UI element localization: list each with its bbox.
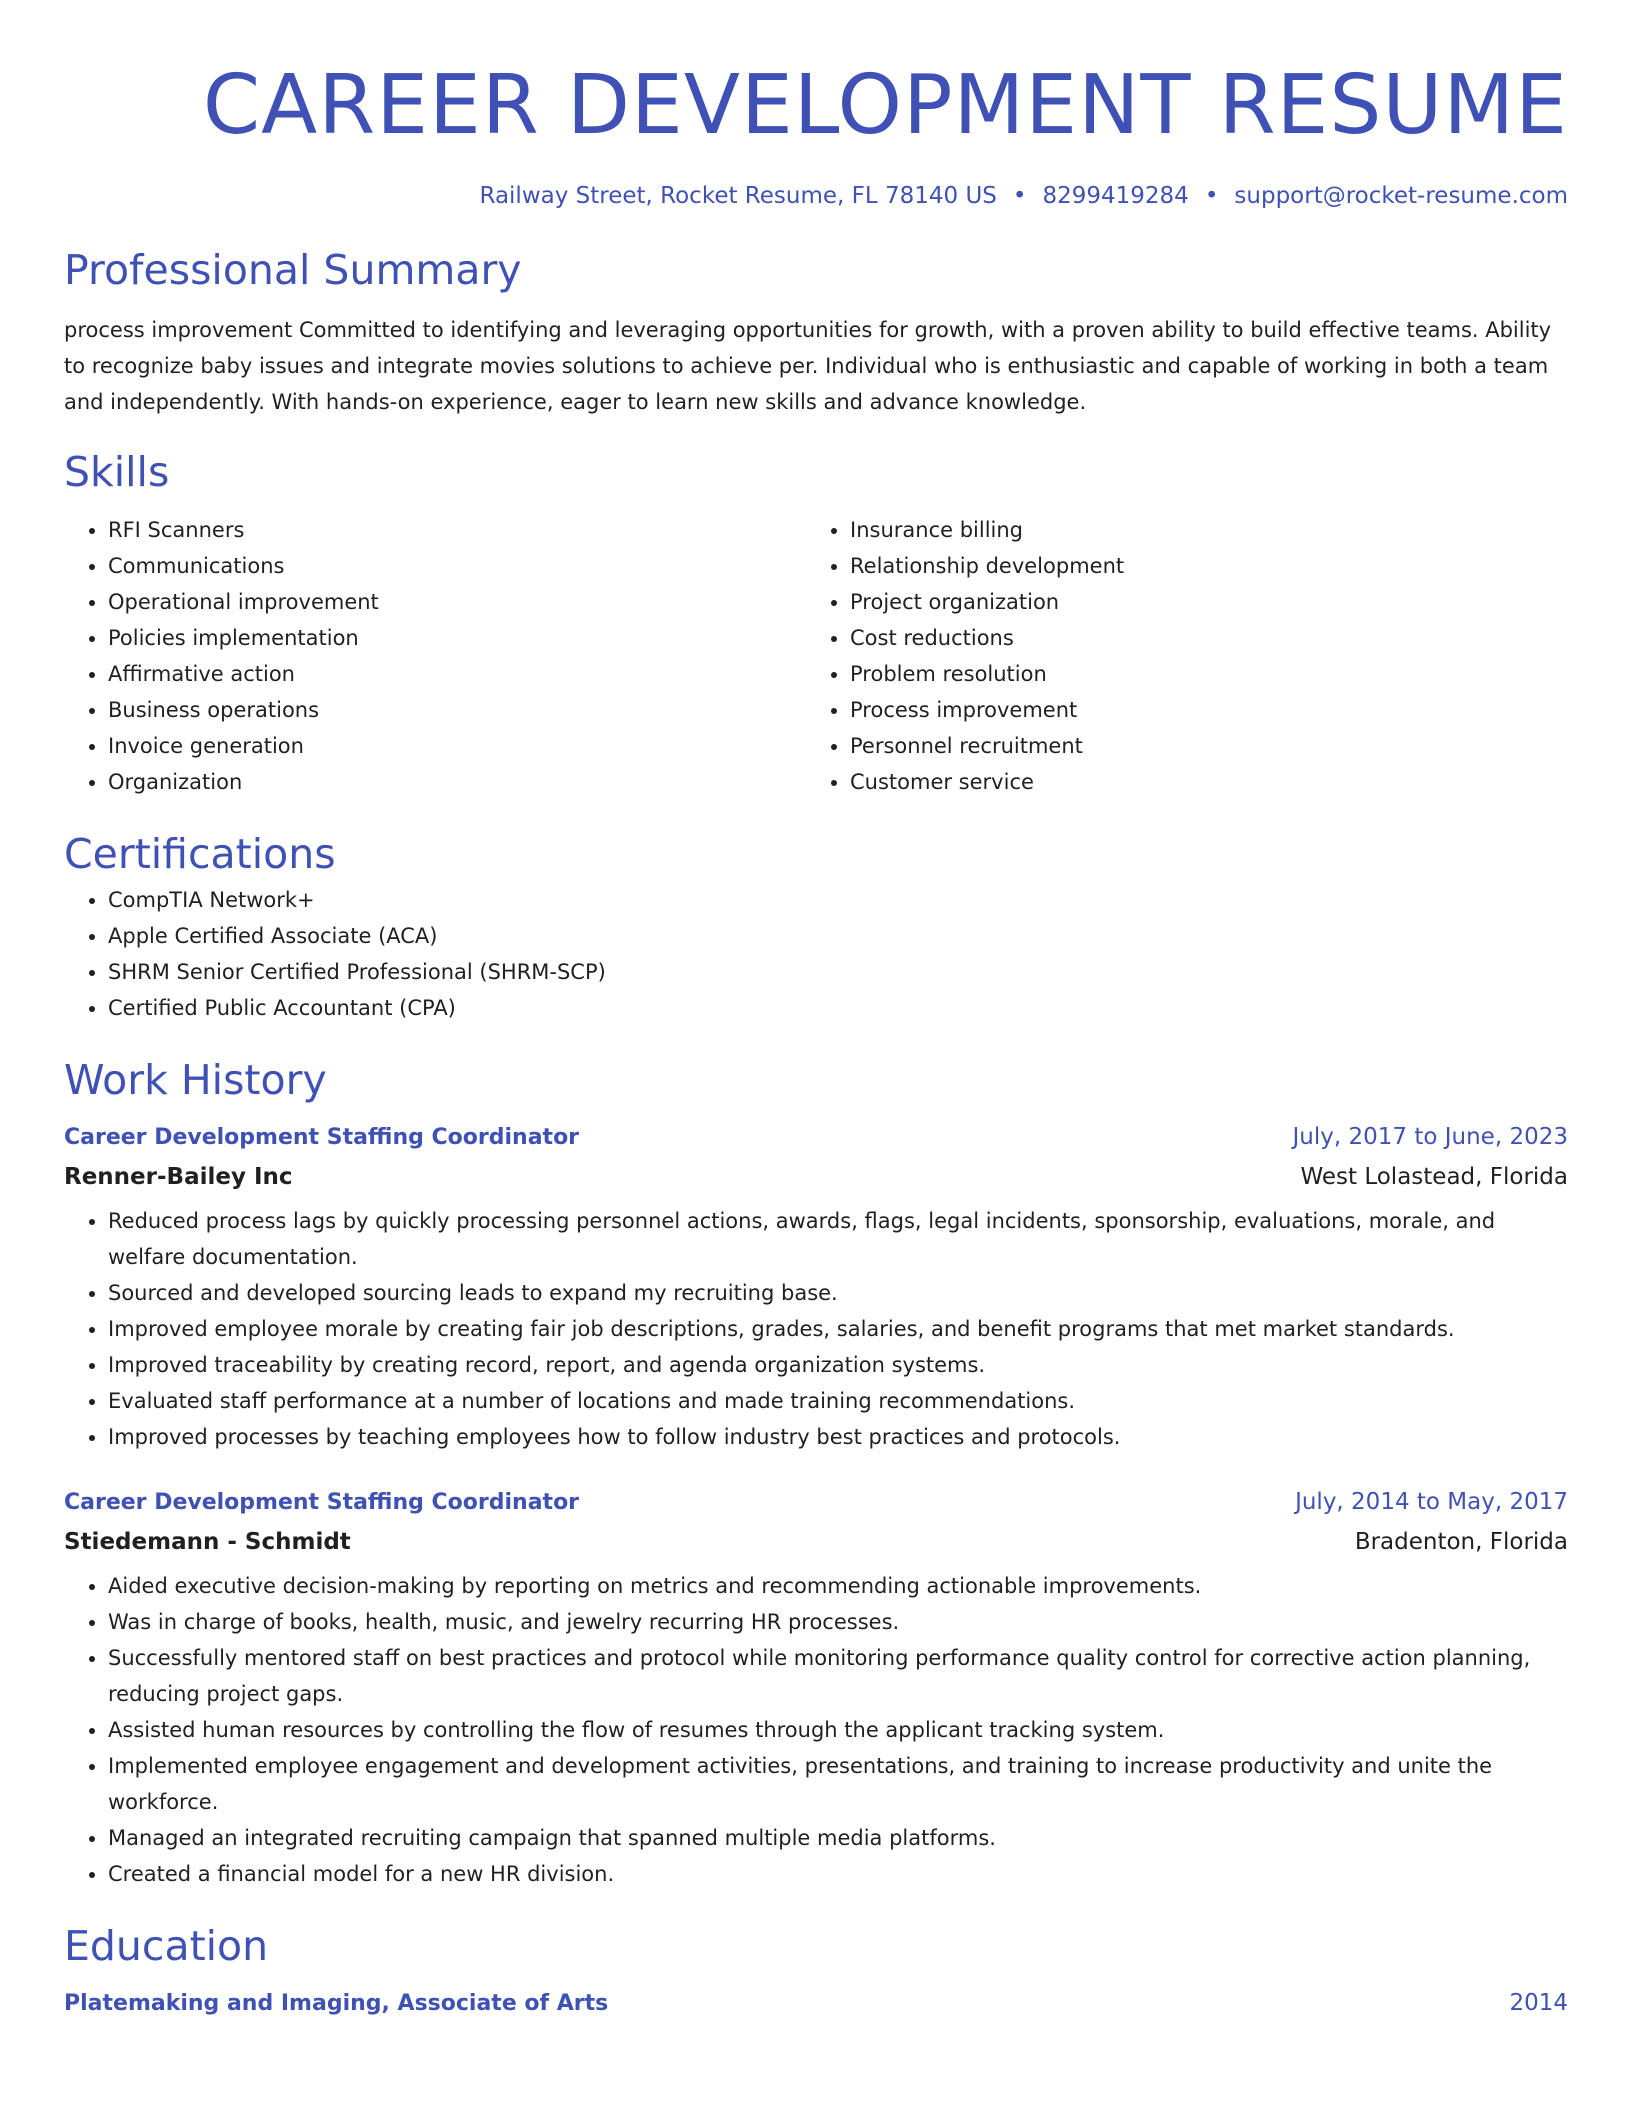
contact-separator: •	[1012, 183, 1027, 209]
contact-address: Railway Street, Rocket Resume, FL 78140 US	[479, 183, 997, 209]
skill-item: • Organization	[108, 764, 806, 800]
job-bullet: • Improved traceability by creating record, report, and agenda organization systems.	[108, 1347, 1568, 1383]
job-bullet: • Sourced and developed sourcing leads to expand my recruiting base.	[108, 1275, 1568, 1311]
certification-item: • Certified Public Accountant (CPA)	[108, 990, 1568, 1026]
education-degree: Platemaking and Imaging, Associate of Arts	[64, 1991, 609, 2016]
skills-heading: Skills	[64, 448, 170, 496]
job-company: Renner-Bailey Inc	[64, 1164, 293, 1190]
job-bullet: • Aided executive decision-making by reporting on metrics and recommending actionable improvements.	[108, 1568, 1568, 1604]
job-title-row	[64, 1483, 1568, 1522]
skill-item: • Cost reductions	[850, 620, 1568, 656]
job-bullets	[64, 1203, 1568, 1455]
job-bullet: • Created a financial model for a new HR division.	[108, 1856, 1568, 1892]
certifications-list	[64, 882, 1568, 1026]
job-bullet: • Successfully mentored staff on best practices and protocol while monitoring performance quality control for corrective action planning, reducing project gaps.	[108, 1640, 1568, 1712]
job-bullet: • Reduced process lags by quickly processing personnel actions, awards, flags, legal incidents, sponsorship, evaluations, morale, and welfare documentation.	[108, 1203, 1568, 1275]
job-title-row	[64, 1118, 1568, 1157]
skills-grid	[64, 512, 1568, 800]
job-bullet: • Evaluated staff performance at a number of locations and made training recommendations.	[108, 1383, 1568, 1419]
skill-item: • Problem resolution	[850, 656, 1568, 692]
job-location: West Lolastead, Florida	[1300, 1164, 1568, 1190]
contact-email[interactable]: support@rocket-resume.com	[1234, 183, 1568, 209]
skill-item: • Business operations	[108, 692, 806, 728]
skill-item: • Policies implementation	[108, 620, 806, 656]
job-title: Career Development Staffing Coordinator	[64, 1125, 580, 1150]
job-entry	[64, 1118, 1568, 1455]
job-bullet: • Improved processes by teaching employees how to follow industry best practices and protocols.	[108, 1419, 1568, 1455]
job-bullet: • Assisted human resources by controlling the flow of resumes through the applicant tracking system.	[108, 1712, 1568, 1748]
skill-item: • Relationship development	[850, 548, 1568, 584]
certification-item: • CompTIA Network+	[108, 882, 1568, 918]
skill-item: • Personnel recruitment	[850, 728, 1568, 764]
job-bullet: • Was in charge of books, health, music, and jewelry recurring HR processes.	[108, 1604, 1568, 1640]
resume-header	[64, 0, 1568, 212]
job-bullet: • Managed an integrated recruiting campaign that spanned multiple media platforms.	[108, 1820, 1568, 1856]
skill-item: • Communications	[108, 548, 806, 584]
summary-text: process improvement Committed to identifying and leveraging opportunities for growth, with a proven ability to build effective teams. Ability to recognize baby issues and integrate movies solutions to achieve per. Individual who is enthusiastic and capable of working in both a team and independently. With hands-on experience, eager to learn new skills and advance knowledge.	[64, 318, 1552, 414]
education-entry	[64, 1984, 1568, 2023]
certifications-heading: Certifications	[64, 830, 336, 878]
skills-list-left	[64, 512, 806, 800]
education-year: 2014	[1509, 1990, 1568, 2016]
work-history-heading: Work History	[64, 1056, 327, 1104]
certification-item: • SHRM Senior Certified Professional (SHRM-SCP)	[108, 954, 1568, 990]
job-title: Career Development Staffing Coordinator	[64, 1490, 580, 1515]
skill-item: • Insurance billing	[850, 512, 1568, 548]
skill-item: • Project organization	[850, 584, 1568, 620]
job-company-row	[64, 1522, 1568, 1562]
contact-line	[64, 180, 1568, 212]
contact-separator: •	[1204, 183, 1219, 209]
job-location: Bradenton, Florida	[1354, 1529, 1568, 1555]
skill-item: • Affirmative action	[108, 656, 806, 692]
skills-list-right	[806, 512, 1568, 800]
skill-item: • RFI Scanners	[108, 512, 806, 548]
education-heading: Education	[64, 1922, 269, 1970]
skill-item: • Process improvement	[850, 692, 1568, 728]
job-dates: July, 2014 to May, 2017	[1295, 1489, 1568, 1515]
skill-item: • Operational improvement	[108, 584, 806, 620]
job-dates: July, 2017 to June, 2023	[1292, 1124, 1568, 1150]
job-bullets	[64, 1568, 1568, 1892]
certification-item: • Apple Certified Associate (ACA)	[108, 918, 1568, 954]
summary-heading: Professional Summary	[64, 246, 522, 294]
skill-item: • Invoice generation	[108, 728, 806, 764]
resume-name: CAREER DEVELOPMENT RESUME	[202, 58, 1568, 153]
skill-item: • Customer service	[850, 764, 1568, 800]
job-company-row	[64, 1157, 1568, 1197]
job-bullet: • Improved employee morale by creating fair job descriptions, grades, salaries, and benefit programs that met market standards.	[108, 1311, 1568, 1347]
job-company: Stiedemann - Schmidt	[64, 1529, 351, 1555]
job-entry	[64, 1483, 1568, 1892]
job-bullet: • Implemented employee engagement and development activities, presentations, and training to increase productivity and unite the workforce.	[108, 1748, 1568, 1820]
contact-phone[interactable]: 8299419284	[1042, 183, 1189, 209]
